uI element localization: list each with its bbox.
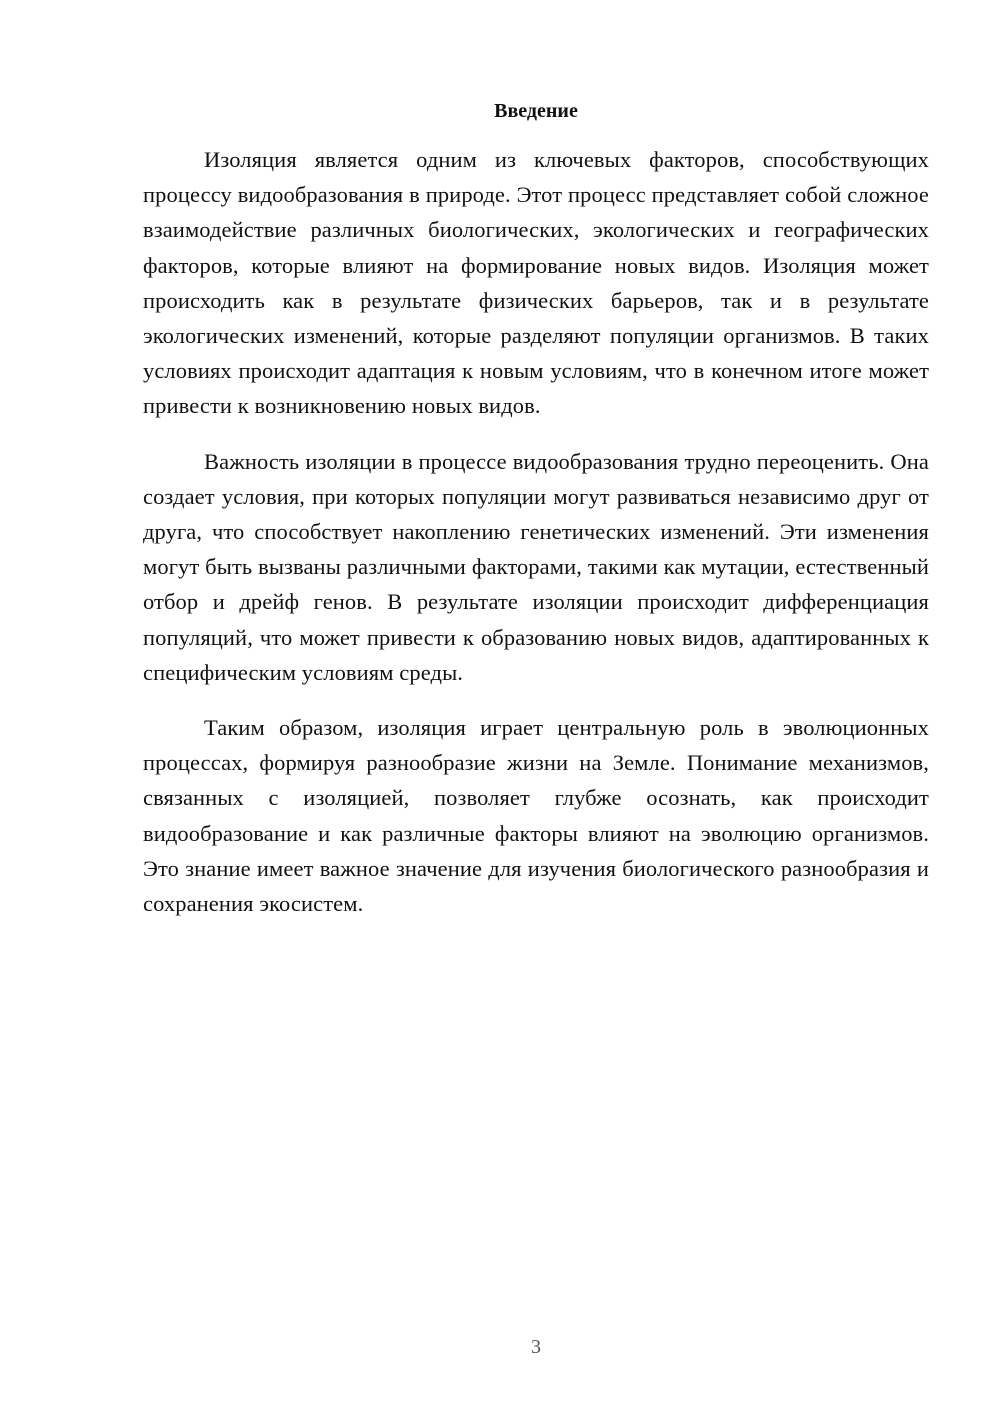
- paragraph-3: Таким образом, изоляция играет центральную роль в эволюционных процессах, формируя разнообразие жизни на Земле. Понимание механизмов, связанных с изоляцией, позволяет глубже осознать, как происходит видообразование и как различные факторы влияют на эволюцию организмов. Это знание имеет важное значение для изучения биологического разнообразия и сохранения экосистем.: [143, 715, 929, 917]
- paragraph-1: Изоляция является одним из ключевых факторов, способствующих процессу видообразования в природе. Этот процесс представляет собой сложное взаимодействие различных биологических, экологических и географических факторов, которые влияют на формирование новых видов. Изоляция может происходить как в результате физических барьеров, так и в результате экологических изменений, которые разделяют популяции организмов. В таких условиях происходит адаптация к новым условиям, что в конечном итоге может привести к возникновению новых видов.: [143, 147, 929, 419]
- body-text: [143, 142, 929, 941]
- page-number: 3: [531, 1336, 541, 1358]
- section-heading: Введение: [494, 100, 578, 122]
- paragraph-2: Важность изоляции в процессе видообразования трудно переоценить. Она создает условия, при которых популяции могут развиваться независимо друг от друга, что способствует накоплению генетических изменений. Эти изменения могут быть вызваны различными факторами, такими как мутации, естественный отбор и дрейф генов. В результате изоляции происходит дифференциация популяций, что может привести к образованию новых видов, адаптированных к специфическим условиям среды.: [143, 448, 929, 685]
